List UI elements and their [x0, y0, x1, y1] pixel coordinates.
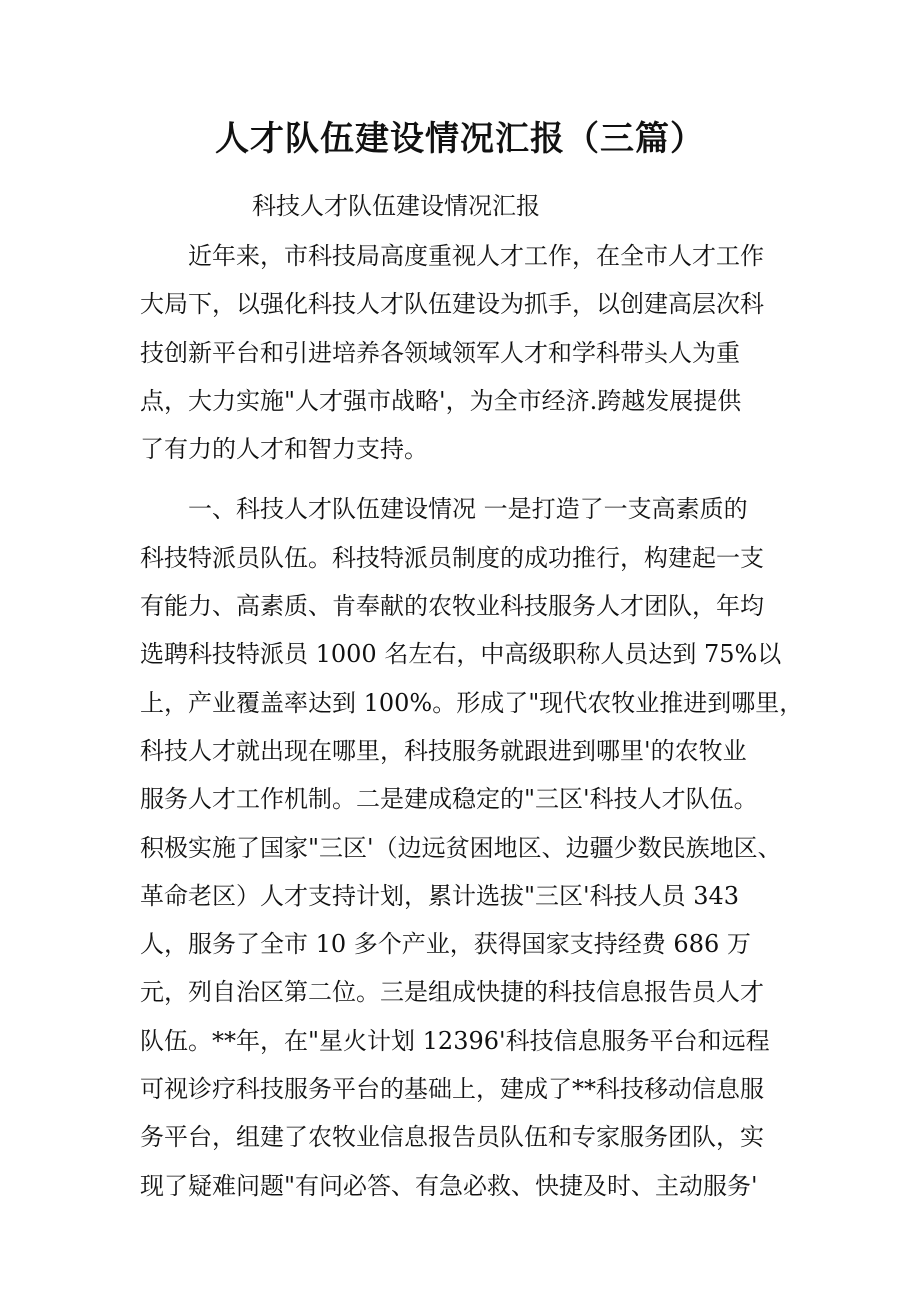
text-line: 选聘科技特派员 1000 名左右，中高级职称人员达到 75%以 [140, 640, 782, 669]
text-line: 人，服务了全市 10 多个产业，获得国家支持经费 686 万 [140, 930, 751, 959]
text-line: 元，列自治区第二位。三是组成快捷的科技信息报告员人才 [140, 978, 764, 1007]
text-line: 科技特派员队伍。科技特派员制度的成功推行，构建起一支 [140, 543, 764, 572]
paragraph-intro [140, 232, 800, 473]
text-line: 点，大力实施"人才强市战略'，为全市经济.跨越发展提供 [140, 386, 742, 415]
text-line: 上，产业覆盖率达到 100%。形成了"现代农牧业推进到哪里， [140, 688, 804, 717]
text-line: 有能力、高素质、肯奉献的农牧业科技服务人才团队，年均 [140, 592, 764, 621]
document-title: 人才队伍建设情况汇报（三篇） [215, 119, 705, 159]
text-line: 大局下，以强化科技人才队伍建设为抓手，以创建高层次科 [140, 290, 764, 319]
text-line: 服务人才工作机制。二是建成稳定的"三区'科技人才队伍。 [140, 785, 758, 814]
text-line: 现了疑难问题"有问必答、有急必救、快捷及时、主动服务' [140, 1171, 758, 1200]
text-line: 一、科技人才队伍建设情况 一是打造了一支高素质的 [140, 495, 748, 524]
paragraph-section-one [140, 485, 804, 1209]
paragraph-spacer [140, 473, 800, 485]
text-line: 近年来，市科技局高度重视人才工作，在全市人才工作 [140, 242, 764, 270]
text-line: 了有力的人才和智力支持。 [140, 435, 428, 464]
document-body [140, 232, 804, 1210]
text-line: 革命老区）人才支持计划，累计选拔"三区'科技人员 343 [140, 881, 740, 910]
text-line: 积极实施了国家"三区'（边远贫困地区、边疆少数民族地区、 [140, 833, 782, 862]
text-line: 队伍。**年，在"星火计划 12396'科技信息服务平台和远程 [140, 1026, 770, 1055]
document-subtitle: 科技人才队伍建设情况汇报 [252, 192, 540, 220]
text-line: 科技人才就出现在哪里，科技服务就跟进到哪里'的农牧业 [140, 736, 747, 765]
text-line: 务平台，组建了农牧业信息报告员队伍和专家服务团队，实 [140, 1123, 764, 1152]
text-line: 技创新平台和引进培养各领域领军人才和学科带头人为重 [140, 338, 740, 367]
text-line: 可视诊疗科技服务平台的基础上，建成了**科技移动信息服 [140, 1075, 764, 1104]
